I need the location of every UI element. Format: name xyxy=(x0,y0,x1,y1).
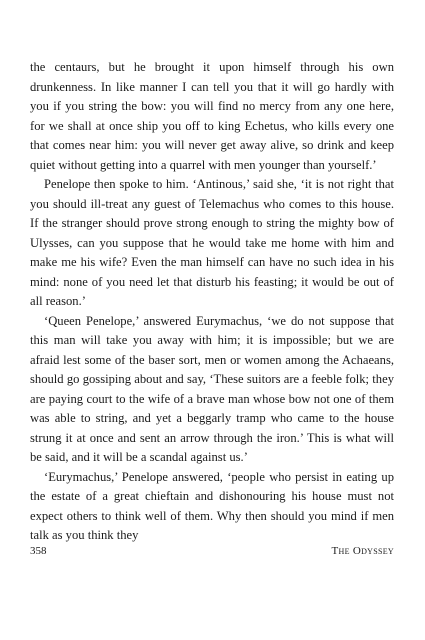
page-footer xyxy=(30,543,394,559)
paragraph: Penelope then spoke to him. ‘Antinous,’ said she, ‘it is not right that you should ill-treat any guest of Telemachus who comes to this house. If the stranger should prove strong enough to string the mighty bow of Ulysses, can you suppose that he would take me home with him and make me his wife? Even the man himself can have no such idea in his mind: none of you need let that disturb his feasting; it would be out of all reason.’ xyxy=(30,177,394,308)
paragraph: the centaurs, but he brought it upon himself through his own drunkenness. In like manner I can tell you that it will go hardly with you if you string the bow: you will find no mercy from any one here, for we shall at once ship you off to king Echetus, who kills every one that comes near him: you will never get away alive, so drink and keep quiet without getting into a quarrel with men younger than yourself.’ xyxy=(30,60,394,172)
paragraph: ‘Eurymachus,’ Penelope answered, ‘people who persist in eating up the estate of a great chieftain and dishonouring his house must not expect others to think well of them. Why then should you mind if men talk as you think they xyxy=(30,469,394,542)
body-text xyxy=(30,58,394,546)
paragraph: ‘Queen Penelope,’ answered Eurymachus, ‘we do not suppose that this man will take you away with him; it is impossible; but we are afraid lest some of the baser sort, men or women among the Achaeans, should go gossiping about and say, ‘These suitors are a feeble folk; they are paying court to the wife of a brave man whose bow not one of them was able to string, and yet a beggarly tramp who came to the house strung it at once and sent an arrow through the iron.’ This is what will be said, and it will be a scandal against us.’ xyxy=(30,313,394,464)
running-title: The Odyssey xyxy=(331,545,394,557)
page-number: 358 xyxy=(30,545,47,557)
